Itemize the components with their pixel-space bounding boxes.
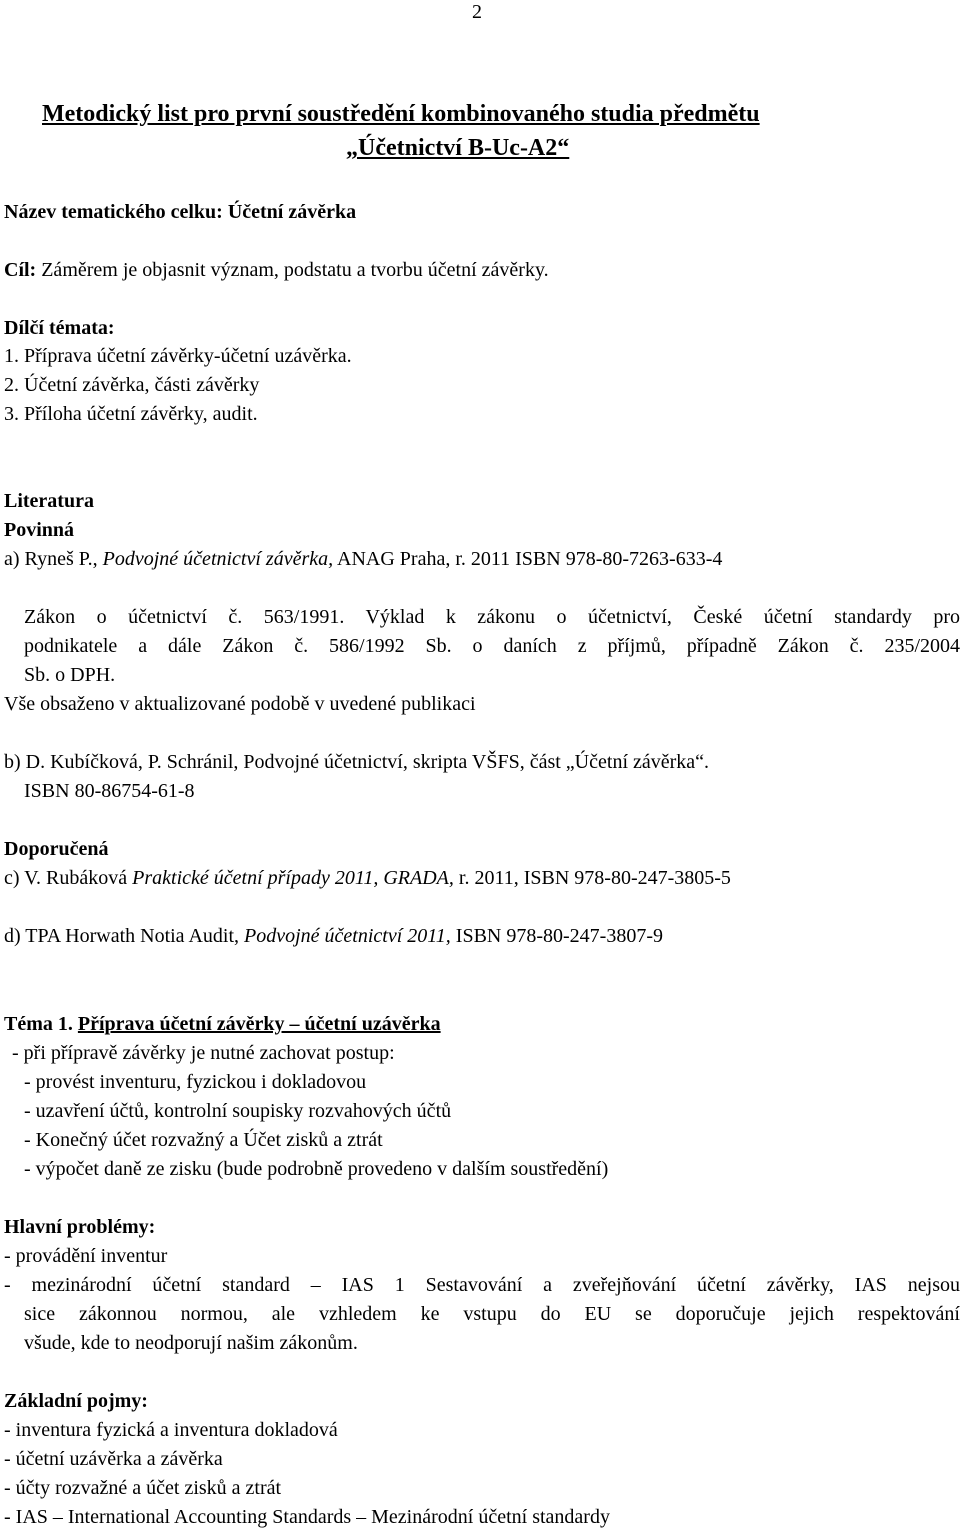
main-problems-heading: Hlavní problémy: [4, 1216, 156, 1238]
goal-text: Záměrem je objasnit význam, podstatu a tvorbu účetní závěrky. [36, 259, 549, 281]
literature-c-author: c) V. Rubáková [4, 867, 128, 889]
document-title-line1: Metodický list pro první soustředění kombinovaného studia předmětu [42, 101, 760, 127]
subtopic-item: 2. Účetní závěrka, části závěrky [4, 374, 260, 396]
literature-d-author: d) TPA Horwath Notia Audit, [4, 925, 240, 947]
topic1-heading [4, 1012, 441, 1036]
main-problem-item: - mezinárodní účetní standard – IAS 1 Sestavování a zveřejňování účetní závěrky, IAS nejsou [4, 1274, 960, 1296]
basic-term-item: - IAS – International Accounting Standards – Mezinárodní účetní standardy [4, 1506, 610, 1528]
literature-a-author: a) Ryneš P., [4, 548, 98, 570]
literature-item-d [4, 924, 663, 948]
main-problem-item: - provádění inventur [4, 1245, 168, 1267]
topic1-item: - při přípravě závěrky je nutné zachovat postup: [12, 1042, 395, 1064]
goal [4, 258, 549, 282]
mandatory-heading: Povinná [4, 519, 75, 541]
literature-item-a [4, 547, 722, 571]
page-number: 2 [472, 1, 482, 23]
document-title-line2: „Účetnictví B-Uc-A2“ [346, 135, 570, 161]
literature-item-c [4, 866, 731, 890]
recommended-heading: Doporučená [4, 838, 109, 860]
law-line: podnikatele a dále Zákon č. 586/1992 Sb. o daních z příjmů, případně Zákon č. 235/2004 [24, 635, 960, 657]
basic-terms-heading: Základní pojmy: [4, 1390, 148, 1412]
literature-b-isbn: ISBN 80-86754-61-8 [24, 780, 195, 802]
literature-a-title: Podvojné účetnictví závěrka, [97, 548, 334, 570]
topic1-item: - provést inventuru, fyzickou i dokladovou [24, 1071, 367, 1093]
main-problem-item-cont: sice zákonnou normou, ale vzhledem ke vstupu do EU se doporučuje jejich respektování [24, 1303, 960, 1325]
subtopic-item: 3. Příloha účetní závěrky, audit. [4, 403, 258, 425]
literature-c-details: r. 2011, ISBN 978-80-247-3805-5 [453, 867, 731, 889]
subtopics-heading: Dílčí témata: [4, 317, 115, 339]
topic1-item: - výpočet daně ze zisku (bude podrobně provedeno v dalším soustředění) [24, 1158, 609, 1180]
law-line: Sb. o DPH. [24, 664, 116, 686]
basic-term-item: - účty rozvažné a účet zisků a ztrát [4, 1477, 282, 1499]
topic1-item: - uzavření účtů, kontrolní soupisky rozvahových účtů [24, 1100, 452, 1122]
literature-item-b: b) D. Kubíčková, P. Schránil, Podvojné účetnictví, skripta VŠFS, část „Účetní závěrka“. [4, 751, 710, 773]
topic1-label: Téma 1. [4, 1013, 73, 1035]
literature-a-details: ANAG Praha, r. 2011 ISBN 978-80-7263-633-4 [333, 548, 723, 570]
goal-label: Cíl: [4, 259, 37, 281]
topic1-title: Příprava účetní závěrky – účetní uzávěrka [77, 1013, 441, 1035]
literature-c-title: Praktické účetní případy 2011, GRADA, [127, 867, 454, 889]
basic-term-item: - účetní uzávěrka a závěrka [4, 1448, 223, 1470]
basic-term-item: - inventura fyzická a inventura dokladová [4, 1419, 338, 1441]
law-line: Zákon o účetnictví č. 563/1991. Výklad k zákonu o účetnictví, České účetní standardy pro [24, 606, 960, 628]
included-note: Vše obsaženo v aktualizované podobě v uvedené publikaci [4, 693, 476, 715]
literature-d-details: ISBN 978-80-247-3807-9 [450, 925, 664, 947]
subtopic-item: 1. Příprava účetní závěrky-účetní uzávěrka. [4, 345, 352, 367]
topic1-item: - Konečný účet rozvažný a Účet zisků a ztrát [24, 1129, 383, 1151]
topic-name: Název tematického celku: Účetní závěrka [4, 201, 357, 223]
literature-heading: Literatura [4, 490, 94, 512]
literature-d-title: Podvojné účetnictví 2011, [239, 925, 451, 947]
main-problem-item-cont: všude, kde to neodporují našim zákonům. [24, 1332, 358, 1354]
